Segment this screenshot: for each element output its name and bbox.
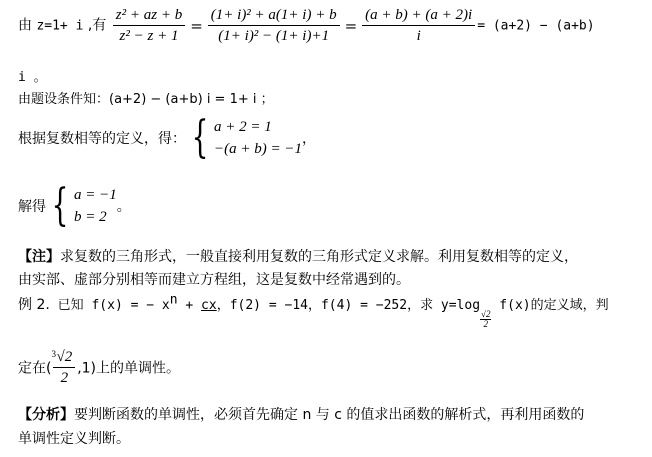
equation-system-line	[18, 112, 316, 163]
equation-1: a + 2 = 1	[214, 119, 272, 135]
equation-system	[214, 116, 302, 160]
equals-sign: =	[344, 16, 358, 35]
solution-a: a = −1	[74, 187, 117, 203]
interval-fraction: 3 √2 2	[53, 348, 75, 387]
solution-line-1	[18, 6, 595, 45]
log-base-numerator: √2	[481, 309, 491, 319]
left-brace: {	[51, 180, 69, 231]
solution-line-2: i 。	[18, 70, 47, 85]
fraction-1	[113, 6, 185, 45]
left-brace: {	[191, 112, 209, 163]
fraction-2	[208, 6, 340, 45]
log-base	[480, 310, 491, 329]
text-comma-you: ,有	[83, 17, 107, 34]
example-text-c: ，f(2) = −14，f(4) = −252，求 y=log	[216, 298, 481, 313]
fraction-3-denominator: i	[416, 28, 421, 44]
analysis-tag: 【分析】	[18, 407, 74, 423]
example-2-line	[18, 294, 609, 329]
example-text-b: +	[177, 298, 202, 313]
solution-system	[74, 184, 117, 228]
note-text-1: 求复数的三角形式，一般直接利用复数的三角形式定义求解。利用复数相等的定义，	[60, 249, 578, 265]
fraction-2-denominator: (1+ i)² − (1+ i)+1	[218, 28, 330, 44]
example-text-a: 已知 f(x) = − x	[49, 298, 170, 313]
text-suffix: 。	[116, 199, 131, 215]
interval-fraction-denominator: 2	[60, 370, 69, 386]
cx-term: cx	[201, 298, 217, 313]
fraction-1-denominator: z² − z + 1	[119, 28, 179, 44]
analysis-line-1	[18, 404, 584, 424]
z-definition: z=1+ i	[36, 18, 84, 34]
exponent-n: n	[169, 292, 178, 308]
text-prefix: 根据复数相等的定义，得：	[18, 131, 186, 147]
interval-fraction-numerator: √2	[53, 348, 75, 368]
log-base-denominator: 2	[483, 319, 488, 329]
fraction-3-numerator: (a + b) + (a + 2)i	[362, 6, 475, 26]
solution-b: b = 2	[74, 209, 107, 225]
example-label: 例 2.	[18, 297, 50, 313]
condition-line: 由题设条件知：(a+2) − (a+b) i = 1+ i ；	[18, 92, 274, 107]
text-prefix: 由	[18, 17, 37, 34]
equals-sign: =	[190, 16, 203, 35]
text-suffix: ，	[301, 131, 316, 147]
equation-2: −(a + b) = −1	[214, 141, 302, 157]
interval-suffix: ,1)上的单调性。	[77, 360, 181, 377]
interval-line	[18, 348, 180, 387]
text-prefix: 解得	[18, 199, 46, 215]
result-expression: = (a+2) − (a+b)	[477, 18, 595, 34]
note-line-1	[18, 246, 578, 266]
note-line-2: 由实部、虚部分别相等而建立方程组，这是复数中经常遇到的。	[18, 272, 410, 288]
fraction-1-numerator: z² + az + b	[113, 6, 185, 26]
note-tag: 【注】	[18, 249, 60, 265]
fraction-3	[362, 6, 475, 45]
example-text-d: f(x)的定义域，判	[491, 298, 609, 313]
fraction-2-numerator: (1+ i)² + a(1+ i) + b	[208, 6, 340, 26]
solution-result-line	[18, 180, 131, 231]
analysis-line-2: 单调性定义判断。	[18, 431, 130, 447]
interval-prefix: 定在(	[18, 360, 52, 377]
analysis-text-1: 要判断函数的单调性，必须首先确定 n 与 c 的值求出函数的解析式，再利用函数的	[74, 407, 585, 423]
